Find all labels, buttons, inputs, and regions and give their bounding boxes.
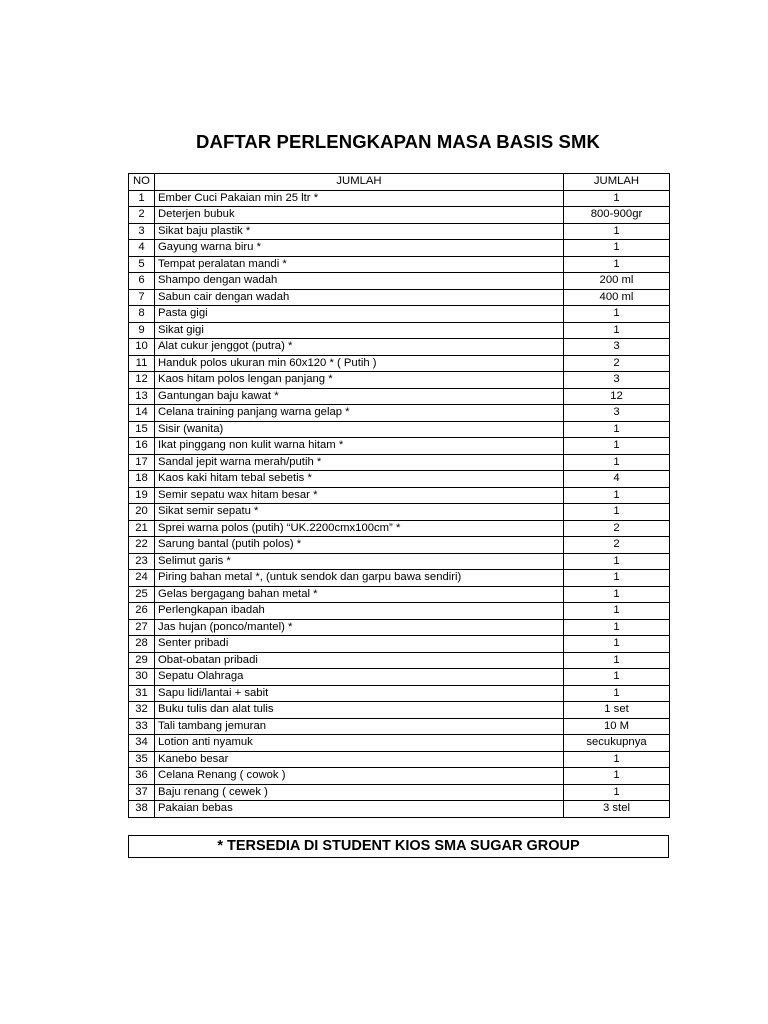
item-quantity: 3 xyxy=(564,405,670,422)
item-name: Tali tambang jemuran xyxy=(155,718,564,735)
row-number: 32 xyxy=(129,702,155,719)
item-quantity: 1 xyxy=(564,636,670,653)
table-row xyxy=(129,718,670,735)
item-quantity: 1 xyxy=(564,784,670,801)
item-name: Kaos hitam polos lengan panjang * xyxy=(155,372,564,389)
row-number: 12 xyxy=(129,372,155,389)
table-row xyxy=(129,570,670,587)
row-number: 22 xyxy=(129,537,155,554)
table-row xyxy=(129,685,670,702)
item-name: Sapu lidi/lantai + sabit xyxy=(155,685,564,702)
table-row xyxy=(129,306,670,323)
item-name: Celana training panjang warna gelap * xyxy=(155,405,564,422)
item-name: Shampo dengan wadah xyxy=(155,273,564,290)
item-quantity: 1 xyxy=(564,421,670,438)
table-row xyxy=(129,240,670,257)
item-name: Pasta gigi xyxy=(155,306,564,323)
row-number: 3 xyxy=(129,223,155,240)
table-row xyxy=(129,223,670,240)
item-name: Perlengkapan ibadah xyxy=(155,603,564,620)
item-quantity: 1 xyxy=(564,438,670,455)
item-quantity: 3 stel xyxy=(564,801,670,818)
item-quantity: 1 xyxy=(564,669,670,686)
table-row xyxy=(129,669,670,686)
item-name: Semir sepatu wax hitam besar * xyxy=(155,487,564,504)
row-number: 6 xyxy=(129,273,155,290)
item-quantity: 1 xyxy=(564,190,670,207)
item-name: Sprei warna polos (putih) “UK.2200cmx100cm” * xyxy=(155,520,564,537)
item-name: Gelas bergagang bahan metal * xyxy=(155,586,564,603)
table-row xyxy=(129,636,670,653)
table-row xyxy=(129,256,670,273)
item-quantity: 1 xyxy=(564,586,670,603)
item-name: Buku tulis dan alat tulis xyxy=(155,702,564,719)
item-quantity: 1 xyxy=(564,240,670,257)
table-row xyxy=(129,372,670,389)
item-quantity: 3 xyxy=(564,339,670,356)
row-number: 23 xyxy=(129,553,155,570)
row-number: 27 xyxy=(129,619,155,636)
item-name: Ember Cuci Pakaian min 25 ltr * xyxy=(155,190,564,207)
item-name: Alat cukur jenggot (putra) * xyxy=(155,339,564,356)
item-quantity: 400 ml xyxy=(564,289,670,306)
item-quantity: 2 xyxy=(564,520,670,537)
header-qty: JUMLAH xyxy=(564,174,670,191)
table-row xyxy=(129,801,670,818)
table-row xyxy=(129,388,670,405)
item-quantity: 1 xyxy=(564,504,670,521)
table-row xyxy=(129,454,670,471)
table-row xyxy=(129,339,670,356)
equipment-table xyxy=(128,173,670,818)
item-name: Kaos kaki hitam tebal sebetis * xyxy=(155,471,564,488)
item-name: Jas hujan (ponco/mantel) * xyxy=(155,619,564,636)
table-row xyxy=(129,504,670,521)
row-number: 8 xyxy=(129,306,155,323)
item-quantity: 12 xyxy=(564,388,670,405)
table-row xyxy=(129,322,670,339)
table-row xyxy=(129,735,670,752)
item-quantity: 1 xyxy=(564,570,670,587)
row-number: 20 xyxy=(129,504,155,521)
item-name: Celana Renang ( cowok ) xyxy=(155,768,564,785)
row-number: 4 xyxy=(129,240,155,257)
item-quantity: 1 set xyxy=(564,702,670,719)
row-number: 26 xyxy=(129,603,155,620)
item-name: Sikat semir sepatu * xyxy=(155,504,564,521)
table-row xyxy=(129,652,670,669)
table-row xyxy=(129,289,670,306)
row-number: 38 xyxy=(129,801,155,818)
item-name: Selimut garis * xyxy=(155,553,564,570)
row-number: 28 xyxy=(129,636,155,653)
table-row xyxy=(129,520,670,537)
table-row xyxy=(129,537,670,554)
item-name: Sikat gigi xyxy=(155,322,564,339)
item-name: Baju renang ( cewek ) xyxy=(155,784,564,801)
item-quantity: 1 xyxy=(564,306,670,323)
row-number: 35 xyxy=(129,751,155,768)
row-number: 29 xyxy=(129,652,155,669)
row-number: 7 xyxy=(129,289,155,306)
footer-note: * TERSEDIA DI STUDENT KIOS SMA SUGAR GROUP xyxy=(128,835,669,858)
item-name: Senter pribadi xyxy=(155,636,564,653)
row-number: 9 xyxy=(129,322,155,339)
table-row xyxy=(129,471,670,488)
row-number: 25 xyxy=(129,586,155,603)
table-header-row xyxy=(129,174,670,191)
item-name: Obat-obatan pribadi xyxy=(155,652,564,669)
item-quantity: 1 xyxy=(564,223,670,240)
row-number: 31 xyxy=(129,685,155,702)
row-number: 17 xyxy=(129,454,155,471)
item-quantity: 800-900gr xyxy=(564,207,670,224)
table-row xyxy=(129,273,670,290)
table-row xyxy=(129,751,670,768)
table-row xyxy=(129,768,670,785)
item-quantity: 1 xyxy=(564,322,670,339)
row-number: 30 xyxy=(129,669,155,686)
item-quantity: 1 xyxy=(564,768,670,785)
table-row xyxy=(129,190,670,207)
header-item: JUMLAH xyxy=(155,174,564,191)
row-number: 11 xyxy=(129,355,155,372)
table-row xyxy=(129,421,670,438)
item-quantity: 2 xyxy=(564,355,670,372)
item-quantity: 1 xyxy=(564,487,670,504)
table-row xyxy=(129,487,670,504)
row-number: 33 xyxy=(129,718,155,735)
row-number: 1 xyxy=(129,190,155,207)
item-quantity: 1 xyxy=(564,685,670,702)
table-row xyxy=(129,784,670,801)
item-quantity: 1 xyxy=(564,603,670,620)
table-row xyxy=(129,603,670,620)
row-number: 36 xyxy=(129,768,155,785)
row-number: 14 xyxy=(129,405,155,422)
item-name: Deterjen bubuk xyxy=(155,207,564,224)
item-name: Ikat pinggang non kulit warna hitam * xyxy=(155,438,564,455)
item-quantity: 1 xyxy=(564,454,670,471)
item-quantity: 3 xyxy=(564,372,670,389)
item-quantity: 1 xyxy=(564,553,670,570)
item-name: Tempat peralatan mandi * xyxy=(155,256,564,273)
table-row xyxy=(129,207,670,224)
item-name: Sarung bantal (putih polos) * xyxy=(155,537,564,554)
item-quantity: 10 M xyxy=(564,718,670,735)
table-row xyxy=(129,438,670,455)
item-quantity: secukupnya xyxy=(564,735,670,752)
row-number: 16 xyxy=(129,438,155,455)
header-no: NO xyxy=(129,174,155,191)
row-number: 37 xyxy=(129,784,155,801)
table-row xyxy=(129,702,670,719)
item-quantity: 1 xyxy=(564,619,670,636)
row-number: 13 xyxy=(129,388,155,405)
item-name: Gantungan baju kawat * xyxy=(155,388,564,405)
item-quantity: 200 ml xyxy=(564,273,670,290)
item-quantity: 1 xyxy=(564,652,670,669)
item-name: Sabun cair dengan wadah xyxy=(155,289,564,306)
row-number: 34 xyxy=(129,735,155,752)
item-name: Sepatu Olahraga xyxy=(155,669,564,686)
item-name: Sikat baju plastik * xyxy=(155,223,564,240)
row-number: 15 xyxy=(129,421,155,438)
row-number: 10 xyxy=(129,339,155,356)
item-name: Sandal jepit warna merah/putih * xyxy=(155,454,564,471)
table-row xyxy=(129,405,670,422)
item-name: Sisir (wanita) xyxy=(155,421,564,438)
row-number: 21 xyxy=(129,520,155,537)
item-name: Pakaian bebas xyxy=(155,801,564,818)
page-title: DAFTAR PERLENGKAPAN MASA BASIS SMK xyxy=(196,131,600,152)
item-quantity: 4 xyxy=(564,471,670,488)
item-name: Handuk polos ukuran min 60x120 * ( Putih ) xyxy=(155,355,564,372)
row-number: 19 xyxy=(129,487,155,504)
item-quantity: 2 xyxy=(564,537,670,554)
item-name: Kanebo besar xyxy=(155,751,564,768)
row-number: 2 xyxy=(129,207,155,224)
item-quantity: 1 xyxy=(564,751,670,768)
row-number: 24 xyxy=(129,570,155,587)
item-name: Piring bahan metal *, (untuk sendok dan garpu bawa sendiri) xyxy=(155,570,564,587)
table-row xyxy=(129,586,670,603)
table-row xyxy=(129,619,670,636)
table-row xyxy=(129,355,670,372)
table-row xyxy=(129,553,670,570)
item-name: Lotion anti nyamuk xyxy=(155,735,564,752)
row-number: 18 xyxy=(129,471,155,488)
row-number: 5 xyxy=(129,256,155,273)
item-name: Gayung warna biru * xyxy=(155,240,564,257)
item-quantity: 1 xyxy=(564,256,670,273)
